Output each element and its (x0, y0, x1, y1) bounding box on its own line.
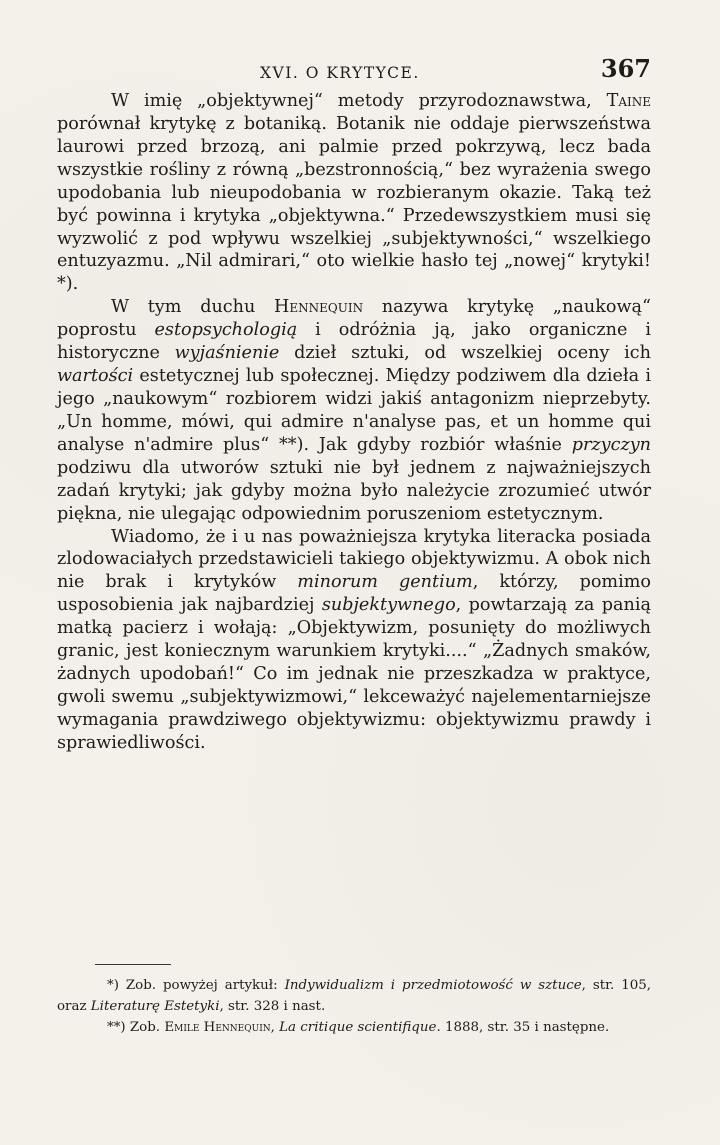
page-header (55, 46, 655, 86)
body-text (57, 90, 651, 755)
text-run: , (270, 1020, 280, 1035)
text-run: Wiadomo, że i u nas poważniejsza krytyka literacka posiada zlodowaciałych przedstawicieli takiego objektywizmu. A obok nich nie brak i krytyków (57, 526, 651, 593)
paragraph (57, 526, 651, 755)
text-run: dzieł sztuki, od wszelkiej oceny ich (279, 343, 651, 364)
text-run: W imię „objektywnej“ metody przyrodoznawstwa, (111, 91, 607, 111)
footnote (57, 975, 651, 1017)
text-run: **) Zob. (107, 1020, 165, 1035)
running-title: XVI. O KRYTYCE. (260, 64, 420, 82)
italic-term: przyczyn (571, 434, 651, 455)
paragraph (57, 296, 651, 525)
name-smallcaps: Hennequin (274, 297, 364, 318)
paragraph (57, 90, 651, 296)
text-run: , str. 105, oraz (57, 978, 652, 1014)
italic-term: Indywidualizm i przedmiotowość w sztuce (284, 978, 582, 993)
text-run: , którzy, pomimo usposobienia jak najbardziej (57, 572, 652, 616)
text-run: . 1888, str. 35 i następne. (436, 1020, 610, 1035)
page-number: 367 (600, 54, 651, 83)
italic-term: subjektywnego (321, 595, 456, 616)
text-run: i odróżnia ją, jako organiczne i historyczne (57, 320, 651, 364)
text-run: podziwu dla utworów sztuki nie był jednem z najważniejszych zadań krytyki; jak gdyby można było należycie zrozumieć utwór piękna, nie ulegając odpowiednim poruszeniom estetycznym. (57, 457, 651, 524)
text-run: , powtarzają za panią matką pacierz i wołają: „Objektywizm, posunięty do możliwych granic, jest koniecznym warunkiem krytyki....“ „Żadnych smaków, żadnych upodobań!“ Co im jednak nie przeszkadza w praktyce, gwoli swemu „subjektywizmowi,“ lekceważyć najelementarniejsze wymagania prawdziwego objektywizmu: objektywizmu prawdy i sprawiedliwości. (57, 595, 651, 753)
italic-term: wartości (57, 366, 134, 387)
italic-term: minorum gentium (297, 572, 473, 593)
italic-term: wyjaśnienie (174, 343, 280, 364)
text-run: estetycznej lub społecznej. Między podziwem dla dzieła i jego „naukowym“ rozbiorem widzi jakiś antagonizm nieprzebyty. „Un homme, mówi, qui admire n'analyse pas, et un homme qui analyse n'admire plus“ **). Jak gdyby rozbiór właśnie (57, 366, 651, 455)
name-smallcaps: Taine (606, 91, 651, 111)
footnote-divider (95, 964, 171, 965)
italic-term: Literaturę Estetyki (90, 999, 220, 1014)
text-run: W tym duchu (111, 297, 275, 318)
text-run: porównał krytykę z botaniką. Botanik nie oddaje pierwszeństwa laurowi przed brzozą, ani palmie przed pokrzywą, lecz bada wszystkie rośliny z równą „bezstronnością,“ bez wyrażenia swego upodobania lub nieupodobania w rozbieranym okazie. Taką też być powinna i krytyka „objektywna.“ Przedewszystkiem musi się wyzwolić z pod wpływu wszelkiej „subjektywności,“ wszelkiego entuzyazmu. „Nil admirari,“ oto wielkie hasło tej „nowej“ krytyki! *). (57, 113, 651, 295)
text-run: nazywa krytykę „naukową“ poprostu (57, 297, 651, 341)
text-run: , str. 328 i nast. (219, 999, 326, 1014)
text-run: *) Zob. powyżej artykuł: (107, 978, 285, 993)
footnotes (57, 964, 651, 1038)
italic-term: La critique scientifique (279, 1020, 437, 1035)
name-smallcaps: Emile Hennequin (164, 1020, 271, 1035)
italic-term: estopsychologią (154, 320, 298, 341)
footnote (57, 1017, 651, 1038)
